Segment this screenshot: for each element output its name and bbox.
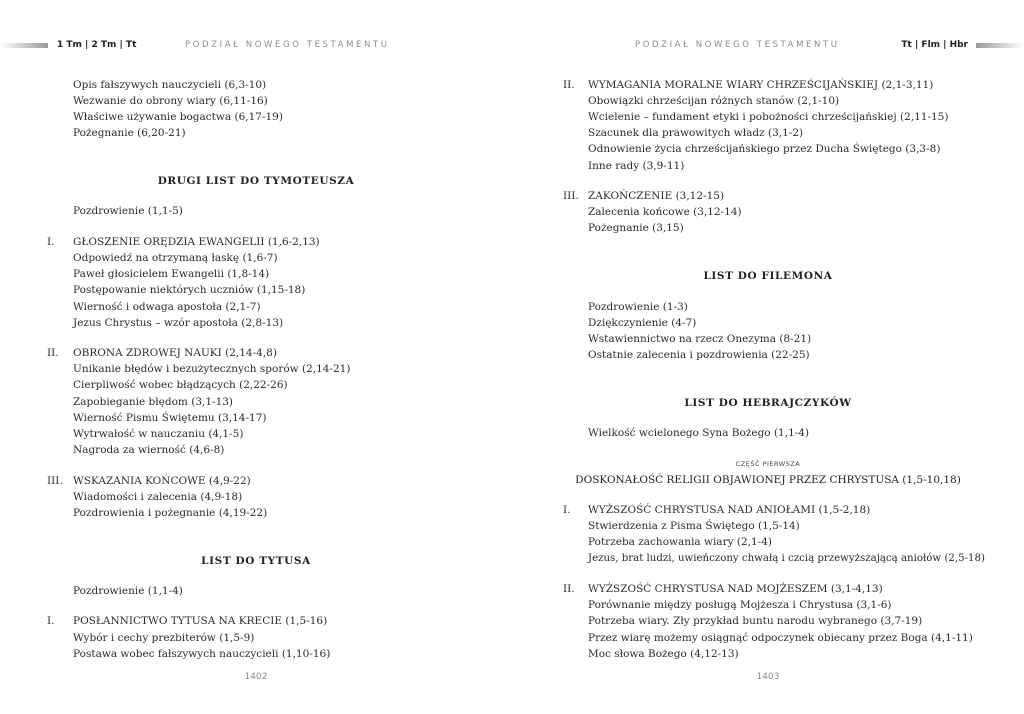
- toc-entry: Paweł głosicielem Ewangelii (1,8-14): [73, 268, 270, 280]
- section-heading: WYŻSZOŚĆ CHRYSTUSA NAD ANIOŁAMI (1,5-2,18): [588, 504, 871, 516]
- toc-entry: Szacunek dla prawowitych władz (3,1-2): [588, 127, 804, 139]
- toc-entry: Inne rady (3,9-11): [588, 160, 685, 172]
- section-number: II.: [563, 79, 575, 91]
- section-number: III.: [47, 475, 63, 487]
- toc-entry: Wierność Pismu Świętemu (3,14-17): [73, 412, 267, 424]
- section-number: II.: [47, 347, 59, 359]
- toc-entry: Postawa wobec fałszywych nauczycieli (1,10-16): [73, 648, 331, 660]
- toc-entry: Nagroda za wierność (4,6-8): [73, 444, 225, 456]
- toc-entry: Obowiązki chrześcijan różnych stanów (2,1-10): [588, 95, 840, 107]
- section-heading: POSŁANNICTWO TYTUSA NA KRECIE (1,5-16): [73, 615, 328, 627]
- section-heading: OBRONA ZDROWEJ NAUKI (2,14-4,8): [73, 347, 277, 359]
- toc-entry: Wielkość wcielonego Syna Bożego (1,1-4): [588, 427, 810, 439]
- section-number: III.: [563, 190, 579, 202]
- toc-entry: Wybór i cechy prezbiterów (1,5-9): [73, 632, 255, 644]
- book-nav-label: Tt | Flm | Hbr: [901, 40, 968, 50]
- section-heading: WYMAGANIA MORALNE WIARY CHRZEŚCIJAŃSKIEJ (2,1-3,11): [588, 79, 934, 91]
- section-heading: WYŻSZOŚĆ CHRYSTUSA NAD MOJŻESZEM (3,1-4,13): [588, 583, 883, 595]
- toc-entry: Jezus, brat ludzi, uwieńczony chwałą i czcią przewyższającą aniołów (2,5-18): [588, 553, 985, 564]
- right-page: [512, 0, 1024, 714]
- part-heading: DOSKONAŁOŚĆ RELIGII OBJAWIONEJ PRZEZ CHRYSTUSA (1,5-10,18): [575, 474, 961, 486]
- toc-entry: Postępowanie niektórych uczniów (1,15-18): [73, 284, 306, 296]
- toc-entry: Odnowienie życia chrześcijańskiego przez Ducha Świętego (3,3-8): [588, 143, 941, 155]
- part-label: CZĘŚĆ PIERWSZA: [735, 460, 801, 468]
- toc-entry: Unikanie błędów i bezużytecznych sporów (2,14-21): [73, 363, 351, 375]
- toc-entry: Wytrwałość w nauczaniu (4,1-5): [73, 428, 244, 440]
- section-number: I.: [47, 615, 55, 627]
- toc-entry: Potrzeba wiary. Zły przykład buntu narodu wybranego (3,7-19): [588, 615, 923, 627]
- toc-entry: Jezus Chrystus – wzór apostoła (2,8-13): [73, 317, 284, 329]
- book-heading: LIST DO FILEMONA: [703, 270, 833, 282]
- book-heading: LIST DO TYTUSA: [201, 555, 311, 567]
- section-number: I.: [47, 236, 55, 248]
- header-bar-decoration: [0, 43, 48, 48]
- toc-entry: Stwierdzenia z Pisma Świętego (1,5-14): [588, 520, 800, 532]
- toc-entry: Pożegnanie (6,20-21): [73, 127, 186, 139]
- section-heading: ZAKOŃCZENIE (3,12-15): [588, 190, 725, 202]
- toc-entry: Pozdrowienie (1,1-4): [73, 585, 183, 597]
- toc-entry: Potrzeba zachowania wiary (2,1-4): [588, 536, 773, 548]
- section-number: I.: [563, 504, 571, 516]
- book-heading: DRUGI LIST DO TYMOTEUSZA: [157, 175, 355, 187]
- toc-entry: Wierność i odwaga apostoła (2,1-7): [73, 301, 261, 313]
- toc-entry: Przez wiarę możemy osiągnąć odpoczynek obiecany przez Boga (4,1-11): [588, 632, 973, 644]
- book-heading: LIST DO HEBRAJCZYKÓW: [684, 397, 852, 409]
- running-title: PODZIAŁ NOWEGO TESTAMENTU: [185, 40, 390, 50]
- toc-entry: Dziękczynienie (4-7): [588, 317, 697, 329]
- toc-entry: Porównanie między posługą Mojżesza i Chrystusa (3,1-6): [588, 599, 892, 611]
- toc-entry: Pozdrowienie (1,1-5): [73, 205, 183, 217]
- toc-entry: Zapobieganie błędom (3,1-13): [73, 396, 234, 408]
- book-nav-label: 1 Tm | 2 Tm | Tt: [57, 40, 137, 50]
- section-heading: WSKAZANIA KOŃCOWE (4,9-22): [73, 475, 251, 487]
- page-number: 1403: [756, 672, 780, 682]
- toc-entry: Cierpliwość wobec błądzących (2,22-26): [73, 379, 288, 391]
- toc-entry: Wcielenie – fundament etyki i pobożności chrześcijańskiej (2,11-15): [588, 111, 949, 123]
- toc-entry: Ostatnie zalecenia i pozdrowienia (22-25): [588, 349, 810, 361]
- toc-entry: Właściwe używanie bogactwa (6,17-19): [73, 111, 283, 123]
- toc-entry: Moc słowa Bożego (4,12-13): [588, 648, 739, 660]
- page-number: 1402: [244, 672, 268, 682]
- toc-entry: Wiadomości i zalecenia (4,9-18): [73, 491, 243, 503]
- toc-entry: Zalecenia końcowe (3,12-14): [588, 206, 742, 218]
- running-title: PODZIAŁ NOWEGO TESTAMENTU: [635, 40, 840, 50]
- toc-entry: Pozdrowienia i pożegnanie (4,19-22): [73, 507, 268, 519]
- toc-entry: Opis fałszywych nauczycieli (6,3-10): [73, 79, 267, 91]
- section-heading: GŁOSZENIE ORĘDZIA EWANGELII (1,6-2,13): [73, 236, 320, 248]
- toc-entry: Wezwanie do obrony wiary (6,11-16): [73, 95, 268, 107]
- toc-entry: Pozdrowienie (1-3): [588, 301, 688, 313]
- toc-entry: Odpowiedź na otrzymaną łaskę (1,6-7): [73, 252, 278, 264]
- header-bar-decoration: [976, 43, 1024, 48]
- toc-entry: Pożegnanie (3,15): [588, 222, 684, 234]
- section-number: II.: [563, 583, 575, 595]
- toc-entry: Wstawiennictwo na rzecz Onezyma (8-21): [588, 333, 812, 345]
